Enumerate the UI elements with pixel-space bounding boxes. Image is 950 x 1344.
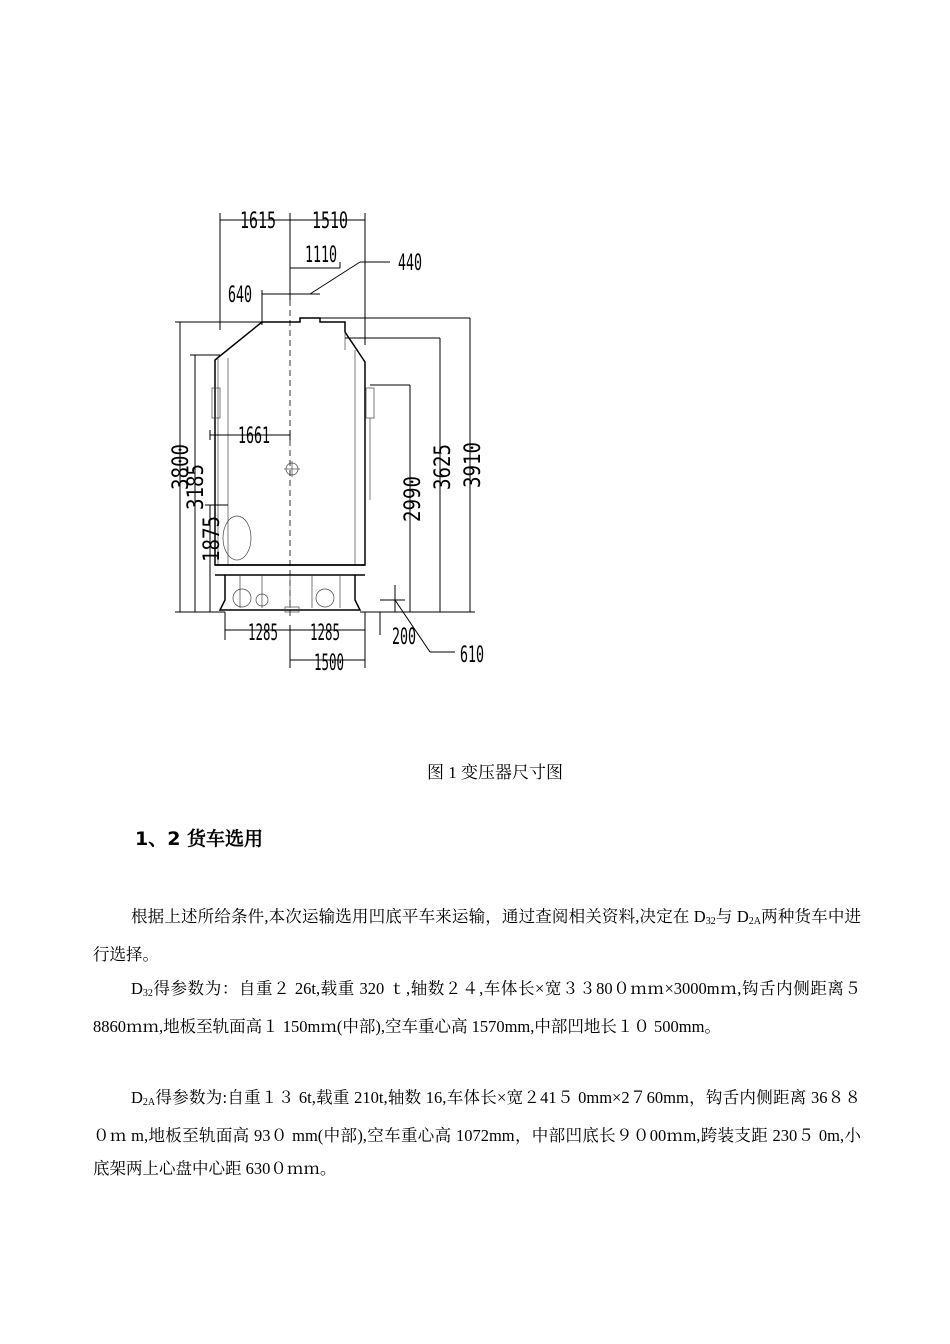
- dim-3800: 3800: [169, 437, 194, 490]
- dim-640: 640: [228, 283, 252, 308]
- dim-3185: 3185: [184, 457, 209, 510]
- paragraph-d32-params: $D_{32}$得参数为：自重２ 26t,载重 320 ｔ,轴数２４,车体长×宽３３80０ｍｍ×3000mｍ,钩舌内侧距离５ 8860ｍｍ,地板至轨面高１ 150mｍ(中部),空车重心高 1570mm,中部凹地长１０ 500mm。: [93, 979, 861, 1036]
- dim-610: 610: [460, 643, 484, 668]
- dim-3625: 3625: [431, 437, 456, 490]
- dim-1875: 1875: [200, 509, 225, 562]
- dim-1285-left: 1285: [248, 621, 278, 646]
- dim-1110: 1110: [305, 243, 337, 268]
- dim-200: 200: [392, 625, 416, 650]
- dim-1510: 1510: [312, 209, 348, 234]
- paragraph-intro: 根据上述所给条件,本次运输选用凹底平车来运输，通过查阅相关资料,决定在 $D_{32}$与 $D_{2A}$两种货车中进行选择。: [93, 907, 862, 964]
- dim-2990: 2990: [401, 469, 426, 522]
- dim-440: 440: [398, 251, 422, 276]
- dim-3910: 3910: [461, 435, 486, 488]
- section-heading: 1、2 货车选用: [135, 828, 264, 850]
- dim-1661: 1661: [238, 424, 270, 449]
- figure-caption: 图 1 变压器尺寸图: [427, 763, 563, 782]
- dim-1615: 1615: [240, 209, 276, 234]
- paragraph-d2a-params: $D_{2A}$得参数为:自重１３ 6t,载重 210t,轴数 16,车体长×宽２41５ 0mm×2７60mm，钩舌内侧距离 36８８０ｍ m,地板至轨面高 93０ mm(中部),空车重心高 1072mm，中部凹底长９０00ｍm,跨装支距 230５ 0m,小底架两上心盘中心距 630０ｍｍ。: [93, 1088, 861, 1178]
- dim-1500: 1500: [314, 651, 344, 676]
- dim-1285-right: 1285: [310, 621, 340, 646]
